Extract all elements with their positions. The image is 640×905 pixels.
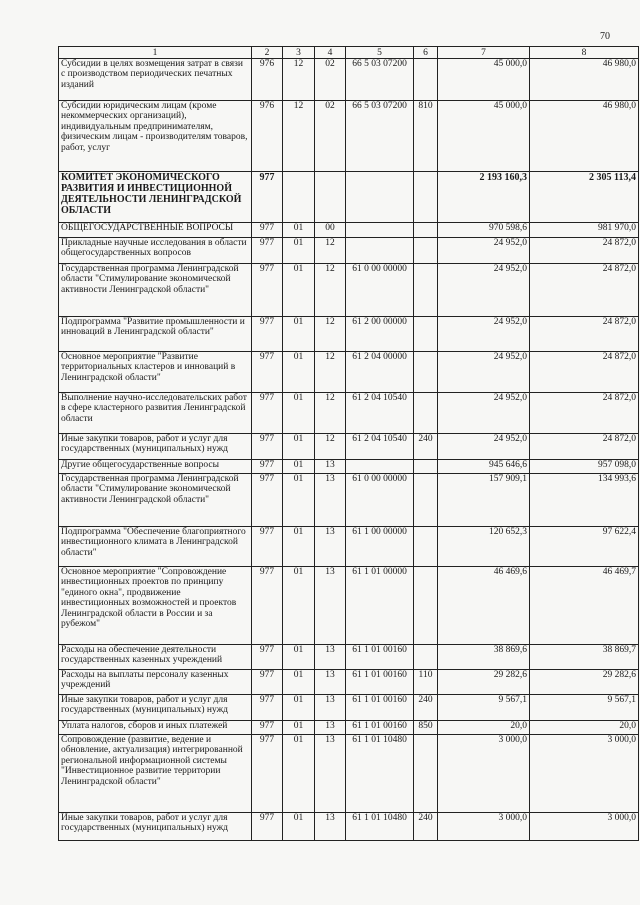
row-name-cell: Расходы на выплаты персоналу казенных учреждений bbox=[59, 670, 252, 695]
amount-year2-cell: 957 098,0 bbox=[530, 460, 639, 474]
target-article-cell: 61 1 01 00160 bbox=[346, 695, 414, 721]
ministry-code-cell: 976 bbox=[252, 59, 283, 101]
expense-type-cell: 240 bbox=[414, 813, 438, 841]
expense-type-cell bbox=[414, 172, 438, 223]
target-article-cell: 61 0 00 00000 bbox=[346, 264, 414, 317]
subsection-code-cell: 02 bbox=[315, 101, 346, 172]
table-row bbox=[59, 352, 639, 393]
target-article-cell: 61 2 04 10540 bbox=[346, 393, 414, 434]
section-code-cell: 01 bbox=[283, 527, 315, 567]
target-article-cell: 61 2 00 00000 bbox=[346, 317, 414, 352]
expense-type-cell bbox=[414, 393, 438, 434]
ministry-code-cell: 977 bbox=[252, 670, 283, 695]
table-header-row bbox=[59, 47, 639, 59]
amount-year2-cell: 24 872,0 bbox=[530, 238, 639, 264]
amount-year2-cell: 20,0 bbox=[530, 721, 639, 735]
amount-year1-cell: 24 952,0 bbox=[438, 317, 530, 352]
amount-year2-cell: 46 980,0 bbox=[530, 101, 639, 172]
ministry-code-cell: 977 bbox=[252, 223, 283, 238]
row-name-cell: Расходы на обеспечение деятельности государственных казенных учреждений bbox=[59, 645, 252, 670]
expense-type-cell bbox=[414, 264, 438, 317]
row-name-cell: Другие общегосударственные вопросы bbox=[59, 460, 252, 474]
row-name-cell: Подпрограмма "Развитие промышленности и инноваций в Ленинградской области" bbox=[59, 317, 252, 352]
amount-year1-cell: 157 909,1 bbox=[438, 474, 530, 527]
target-article-cell: 61 1 00 00000 bbox=[346, 527, 414, 567]
amount-year1-cell: 970 598,6 bbox=[438, 223, 530, 238]
expense-type-cell: 850 bbox=[414, 721, 438, 735]
row-name-cell: Субсидии юридическим лицам (кроме некоммерческих организаций), индивидуальным предпринимателям, физическим лицам - производителям товаров, работ, услуг bbox=[59, 101, 252, 172]
section-code-cell: 01 bbox=[283, 352, 315, 393]
table-row bbox=[59, 474, 639, 527]
section-code-cell: 01 bbox=[283, 393, 315, 434]
ministry-code-cell: 977 bbox=[252, 527, 283, 567]
header-cell: 4 bbox=[315, 47, 346, 59]
target-article-cell bbox=[346, 238, 414, 264]
amount-year2-cell: 97 622,4 bbox=[530, 527, 639, 567]
amount-year1-cell: 20,0 bbox=[438, 721, 530, 735]
amount-year2-cell: 24 872,0 bbox=[530, 317, 639, 352]
section-code-cell: 01 bbox=[283, 474, 315, 527]
ministry-code-cell: 977 bbox=[252, 352, 283, 393]
expense-type-cell bbox=[414, 223, 438, 238]
expense-type-cell bbox=[414, 645, 438, 670]
amount-year1-cell: 45 000,0 bbox=[438, 59, 530, 101]
table-row bbox=[59, 393, 639, 434]
expense-type-cell: 240 bbox=[414, 434, 438, 460]
subsection-code-cell: 12 bbox=[315, 264, 346, 317]
row-name-cell: Иные закупки товаров, работ и услуг для государственных (муниципальных) нужд bbox=[59, 695, 252, 721]
amount-year2-cell: 46 469,7 bbox=[530, 567, 639, 645]
row-name-cell: КОМИТЕТ ЭКОНОМИЧЕСКОГО РАЗВИТИЯ И ИНВЕСТИЦИОННОЙ ДЕЯТЕЛЬНОСТИ ЛЕНИНГРАДСКОЙ ОБЛАСТИ bbox=[59, 172, 252, 223]
row-name-cell: Уплата налогов, сборов и иных платежей bbox=[59, 721, 252, 735]
ministry-code-cell: 977 bbox=[252, 721, 283, 735]
ministry-code-cell: 977 bbox=[252, 238, 283, 264]
row-name-cell: Субсидии в целях возмещения затрат в связи с производством периодических печатных изданий bbox=[59, 59, 252, 101]
amount-year1-cell: 46 469,6 bbox=[438, 567, 530, 645]
table-row bbox=[59, 695, 639, 721]
ministry-code-cell: 977 bbox=[252, 393, 283, 434]
amount-year1-cell: 24 952,0 bbox=[438, 352, 530, 393]
row-name-cell: Иные закупки товаров, работ и услуг для государственных (муниципальных) нужд bbox=[59, 434, 252, 460]
amount-year2-cell: 24 872,0 bbox=[530, 352, 639, 393]
subsection-code-cell: 12 bbox=[315, 352, 346, 393]
ministry-code-cell: 977 bbox=[252, 474, 283, 527]
target-article-cell bbox=[346, 223, 414, 238]
amount-year1-cell: 24 952,0 bbox=[438, 238, 530, 264]
target-article-cell: 61 1 01 00160 bbox=[346, 645, 414, 670]
table-row bbox=[59, 813, 639, 841]
row-name-cell: Основное мероприятие "Сопровождение инвестиционных проектов по принципу "единого окна", продвижение инвестиционных возможностей и проектов Ленинградской области в России и за рубежом" bbox=[59, 567, 252, 645]
section-code-cell: 01 bbox=[283, 264, 315, 317]
amount-year1-cell: 24 952,0 bbox=[438, 434, 530, 460]
subsection-code-cell: 13 bbox=[315, 813, 346, 841]
amount-year2-cell: 24 872,0 bbox=[530, 434, 639, 460]
row-name-cell: Иные закупки товаров, работ и услуг для государственных (муниципальных) нужд bbox=[59, 813, 252, 841]
table-row bbox=[59, 645, 639, 670]
section-code-cell: 12 bbox=[283, 101, 315, 172]
row-name-cell: Подпрограмма "Обеспечение благоприятного инвестиционного климата в Ленинградской области" bbox=[59, 527, 252, 567]
expense-type-cell bbox=[414, 59, 438, 101]
row-name-cell: Государственная программа Ленинградской области "Стимулирование экономической активности Ленинградской области" bbox=[59, 474, 252, 527]
row-name-cell: Сопровождение (развитие, ведение и обновление, актуализация) интегрированной региональной информационной системы "Инвестиционное развитие территории Ленинградской области" bbox=[59, 735, 252, 813]
ministry-code-cell: 977 bbox=[252, 813, 283, 841]
budget-table bbox=[58, 46, 639, 841]
ministry-code-cell: 977 bbox=[252, 735, 283, 813]
target-article-cell: 61 1 01 10480 bbox=[346, 813, 414, 841]
subsection-code-cell: 12 bbox=[315, 317, 346, 352]
expense-type-cell bbox=[414, 352, 438, 393]
table-row bbox=[59, 172, 639, 223]
expense-type-cell bbox=[414, 735, 438, 813]
section-code-cell: 01 bbox=[283, 238, 315, 264]
target-article-cell: 61 2 04 10540 bbox=[346, 434, 414, 460]
amount-year1-cell: 24 952,0 bbox=[438, 393, 530, 434]
expense-type-cell: 110 bbox=[414, 670, 438, 695]
ministry-code-cell: 977 bbox=[252, 172, 283, 223]
amount-year1-cell: 120 652,3 bbox=[438, 527, 530, 567]
expense-type-cell bbox=[414, 460, 438, 474]
table-row bbox=[59, 238, 639, 264]
amount-year2-cell: 3 000,0 bbox=[530, 813, 639, 841]
amount-year2-cell: 3 000,0 bbox=[530, 735, 639, 813]
expense-type-cell bbox=[414, 567, 438, 645]
table-row bbox=[59, 527, 639, 567]
header-cell: 5 bbox=[346, 47, 414, 59]
amount-year2-cell: 24 872,0 bbox=[530, 393, 639, 434]
table-row bbox=[59, 460, 639, 474]
amount-year1-cell: 45 000,0 bbox=[438, 101, 530, 172]
target-article-cell bbox=[346, 460, 414, 474]
subsection-code-cell: 02 bbox=[315, 59, 346, 101]
expense-type-cell bbox=[414, 317, 438, 352]
target-article-cell: 61 1 01 00160 bbox=[346, 721, 414, 735]
row-name-cell: Выполнение научно-исследовательских работ в сфере кластерного развития Ленинградской области bbox=[59, 393, 252, 434]
ministry-code-cell: 977 bbox=[252, 434, 283, 460]
amount-year2-cell: 2 305 113,4 bbox=[530, 172, 639, 223]
row-name-cell: Прикладные научные исследования в области общегосударственных вопросов bbox=[59, 238, 252, 264]
ministry-code-cell: 977 bbox=[252, 460, 283, 474]
amount-year1-cell: 38 869,6 bbox=[438, 645, 530, 670]
table-row bbox=[59, 567, 639, 645]
table-row bbox=[59, 59, 639, 101]
table-row bbox=[59, 735, 639, 813]
subsection-code-cell: 13 bbox=[315, 460, 346, 474]
table-row bbox=[59, 317, 639, 352]
subsection-code-cell: 00 bbox=[315, 223, 346, 238]
subsection-code-cell: 13 bbox=[315, 721, 346, 735]
ministry-code-cell: 977 bbox=[252, 567, 283, 645]
ministry-code-cell: 977 bbox=[252, 645, 283, 670]
table-row bbox=[59, 670, 639, 695]
target-article-cell: 66 5 03 07200 bbox=[346, 59, 414, 101]
section-code-cell: 01 bbox=[283, 317, 315, 352]
target-article-cell: 61 1 01 10480 bbox=[346, 735, 414, 813]
header-cell: 3 bbox=[283, 47, 315, 59]
target-article-cell: 66 5 03 07200 bbox=[346, 101, 414, 172]
subsection-code-cell: 13 bbox=[315, 474, 346, 527]
amount-year2-cell: 981 970,0 bbox=[530, 223, 639, 238]
subsection-code-cell: 13 bbox=[315, 670, 346, 695]
section-code-cell: 01 bbox=[283, 645, 315, 670]
table-row bbox=[59, 101, 639, 172]
section-code-cell bbox=[283, 172, 315, 223]
target-article-cell: 61 1 01 00160 bbox=[346, 670, 414, 695]
expense-type-cell bbox=[414, 238, 438, 264]
table-row bbox=[59, 264, 639, 317]
expense-type-cell: 810 bbox=[414, 101, 438, 172]
expense-type-cell: 240 bbox=[414, 695, 438, 721]
amount-year2-cell: 9 567,1 bbox=[530, 695, 639, 721]
amount-year2-cell: 134 993,6 bbox=[530, 474, 639, 527]
amount-year2-cell: 38 869,7 bbox=[530, 645, 639, 670]
header-cell: 8 bbox=[530, 47, 639, 59]
ministry-code-cell: 977 bbox=[252, 695, 283, 721]
section-code-cell: 12 bbox=[283, 59, 315, 101]
header-cell: 6 bbox=[414, 47, 438, 59]
amount-year1-cell: 29 282,6 bbox=[438, 670, 530, 695]
subsection-code-cell: 12 bbox=[315, 434, 346, 460]
ministry-code-cell: 977 bbox=[252, 317, 283, 352]
page-number: 70 bbox=[600, 31, 610, 42]
section-code-cell: 01 bbox=[283, 735, 315, 813]
subsection-code-cell: 13 bbox=[315, 735, 346, 813]
amount-year1-cell: 3 000,0 bbox=[438, 735, 530, 813]
subsection-code-cell bbox=[315, 172, 346, 223]
row-name-cell: Основное мероприятие "Развитие территориальных кластеров и инноваций в Ленинградской области" bbox=[59, 352, 252, 393]
target-article-cell: 61 2 04 00000 bbox=[346, 352, 414, 393]
amount-year2-cell: 24 872,0 bbox=[530, 264, 639, 317]
section-code-cell: 01 bbox=[283, 813, 315, 841]
section-code-cell: 01 bbox=[283, 223, 315, 238]
subsection-code-cell: 12 bbox=[315, 238, 346, 264]
amount-year2-cell: 29 282,6 bbox=[530, 670, 639, 695]
ministry-code-cell: 976 bbox=[252, 101, 283, 172]
amount-year2-cell: 46 980,0 bbox=[530, 59, 639, 101]
row-name-cell: Государственная программа Ленинградской области "Стимулирование экономической активности Ленинградской области" bbox=[59, 264, 252, 317]
section-code-cell: 01 bbox=[283, 670, 315, 695]
target-article-cell bbox=[346, 172, 414, 223]
target-article-cell: 61 0 00 00000 bbox=[346, 474, 414, 527]
subsection-code-cell: 12 bbox=[315, 393, 346, 434]
subsection-code-cell: 13 bbox=[315, 645, 346, 670]
subsection-code-cell: 13 bbox=[315, 567, 346, 645]
amount-year1-cell: 3 000,0 bbox=[438, 813, 530, 841]
section-code-cell: 01 bbox=[283, 460, 315, 474]
subsection-code-cell: 13 bbox=[315, 527, 346, 567]
header-cell: 2 bbox=[252, 47, 283, 59]
subsection-code-cell: 13 bbox=[315, 695, 346, 721]
section-code-cell: 01 bbox=[283, 567, 315, 645]
amount-year1-cell: 2 193 160,3 bbox=[438, 172, 530, 223]
section-code-cell: 01 bbox=[283, 721, 315, 735]
target-article-cell: 61 1 01 00000 bbox=[346, 567, 414, 645]
header-cell: 1 bbox=[59, 47, 252, 59]
table-row bbox=[59, 223, 639, 238]
expense-type-cell bbox=[414, 474, 438, 527]
expense-type-cell bbox=[414, 527, 438, 567]
amount-year1-cell: 945 646,6 bbox=[438, 460, 530, 474]
table-row bbox=[59, 721, 639, 735]
section-code-cell: 01 bbox=[283, 434, 315, 460]
header-cell: 7 bbox=[438, 47, 530, 59]
amount-year1-cell: 9 567,1 bbox=[438, 695, 530, 721]
table-row bbox=[59, 434, 639, 460]
row-name-cell: ОБЩЕГОСУДАРСТВЕННЫЕ ВОПРОСЫ bbox=[59, 223, 252, 238]
section-code-cell: 01 bbox=[283, 695, 315, 721]
amount-year1-cell: 24 952,0 bbox=[438, 264, 530, 317]
ministry-code-cell: 977 bbox=[252, 264, 283, 317]
